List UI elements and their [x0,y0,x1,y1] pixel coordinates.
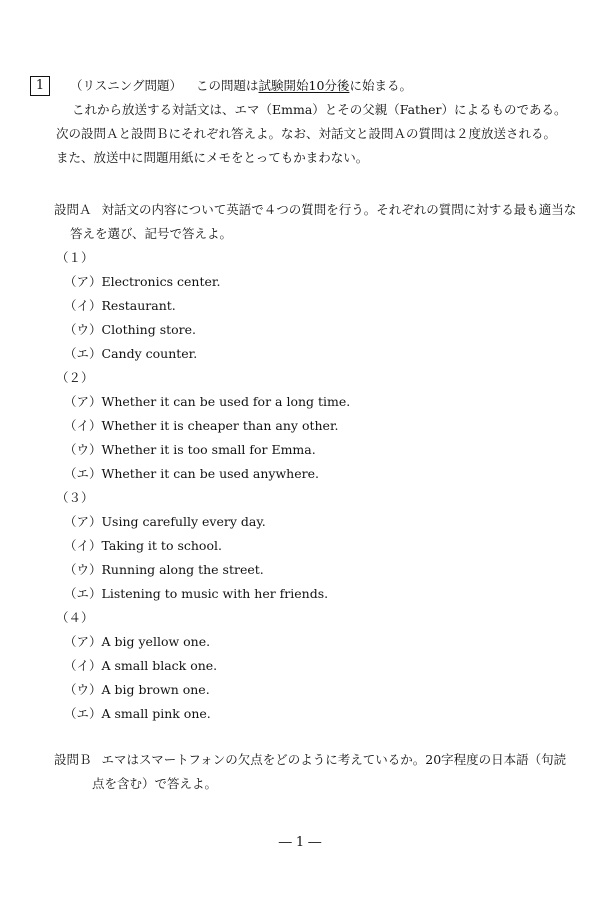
q3-option-a [64,514,266,530]
option-text: Whether it is too small for Emma. [101,442,316,457]
option-text: Electronics center. [101,274,221,289]
q2-option-u [64,442,316,458]
option-mark: （ア） [64,394,102,409]
option-text: Whether it can be used anywhere. [101,466,319,481]
question-number-box: 1 [30,76,50,96]
option-mark: （イ） [64,538,102,553]
option-text: A big yellow one. [101,634,211,649]
listening-header [70,78,412,94]
q3-option-e [64,586,328,602]
section-a-instruction: 対話文の内容について英語で４つの質問を行う。それぞれの質問に対する最も適当な [101,202,577,217]
q1-option-a [64,274,220,290]
header-underlined-time: 試験開始10分後 [258,78,350,93]
option-mark: （イ） [64,298,102,313]
header-text-after: に始まる。 [349,78,412,93]
option-text: Candy counter. [101,346,198,361]
option-text: Taking it to school. [101,538,222,553]
section-b-label: 設問Ｂ [54,752,92,767]
option-mark: （ウ） [64,562,102,577]
option-text: Using carefully every day. [101,514,266,529]
q4-option-e [64,706,211,722]
option-text: Whether it can be used for a long time. [101,394,351,409]
page-number: ― 1 ― [278,835,322,850]
option-text: Clothing store. [101,322,197,337]
option-text: Listening to music with her friends. [101,586,329,601]
listening-label: （リスニング問題） [70,78,183,93]
option-mark: （エ） [64,346,102,361]
section-a-label: 設問Ａ [54,202,92,217]
header-text-before: この問題は [196,78,259,93]
section-a-line-1 [54,202,576,218]
q2-option-i [64,418,339,434]
option-mark: （ウ） [64,682,102,697]
instruction-line-2: 次の設問Ａと設問Ｂにそれぞれ答えよ。なお、対話文と設問Ａの質問は２度放送される。 [56,126,557,141]
option-text: Whether it is cheaper than any other. [101,418,339,433]
question-1-number: （１） [56,250,94,265]
q4-option-i [64,658,217,674]
q3-option-i [64,538,222,554]
q1-option-e [64,346,197,362]
q2-option-e [64,466,319,482]
option-mark: （ウ） [64,322,102,337]
q2-option-a [64,394,350,410]
option-mark: （ア） [64,634,102,649]
question-3-number: （３） [56,490,94,505]
q4-option-u [64,682,210,698]
option-mark: （エ） [64,586,102,601]
option-text: A small black one. [101,658,218,673]
option-mark: （イ） [64,418,102,433]
option-mark: （ア） [64,274,102,289]
section-b-line-1 [54,752,566,768]
instruction-line-1: これから放送する対話文は、エマ（Emma）とその父親（Father）によるものである。 [72,102,567,117]
option-text: A big brown one. [101,682,210,697]
option-text: A small pink one. [101,706,211,721]
question-2-number: （２） [56,370,94,385]
q1-option-u [64,322,196,338]
question-4-number: （４） [56,610,94,625]
q3-option-u [64,562,264,578]
option-text: Restaurant. [101,298,176,313]
instruction-line-3: また、放送中に問題用紙にメモをとってもかまわない。 [56,150,369,165]
option-mark: （ウ） [64,442,102,457]
option-text: Running along the street. [101,562,264,577]
section-b-line-2: 点を含む）で答えよ。 [92,776,218,791]
section-a-line-2: 答えを選び、記号で答えよ。 [70,226,233,241]
option-mark: （イ） [64,658,102,673]
q4-option-a [64,634,210,650]
section-b-instruction: エマはスマートフォンの欠点をどのように考えているか。20字程度の日本語（句読 [101,752,567,767]
option-mark: （エ） [64,466,102,481]
option-mark: （ア） [64,514,102,529]
option-mark: （エ） [64,706,102,721]
q1-option-i [64,298,176,314]
